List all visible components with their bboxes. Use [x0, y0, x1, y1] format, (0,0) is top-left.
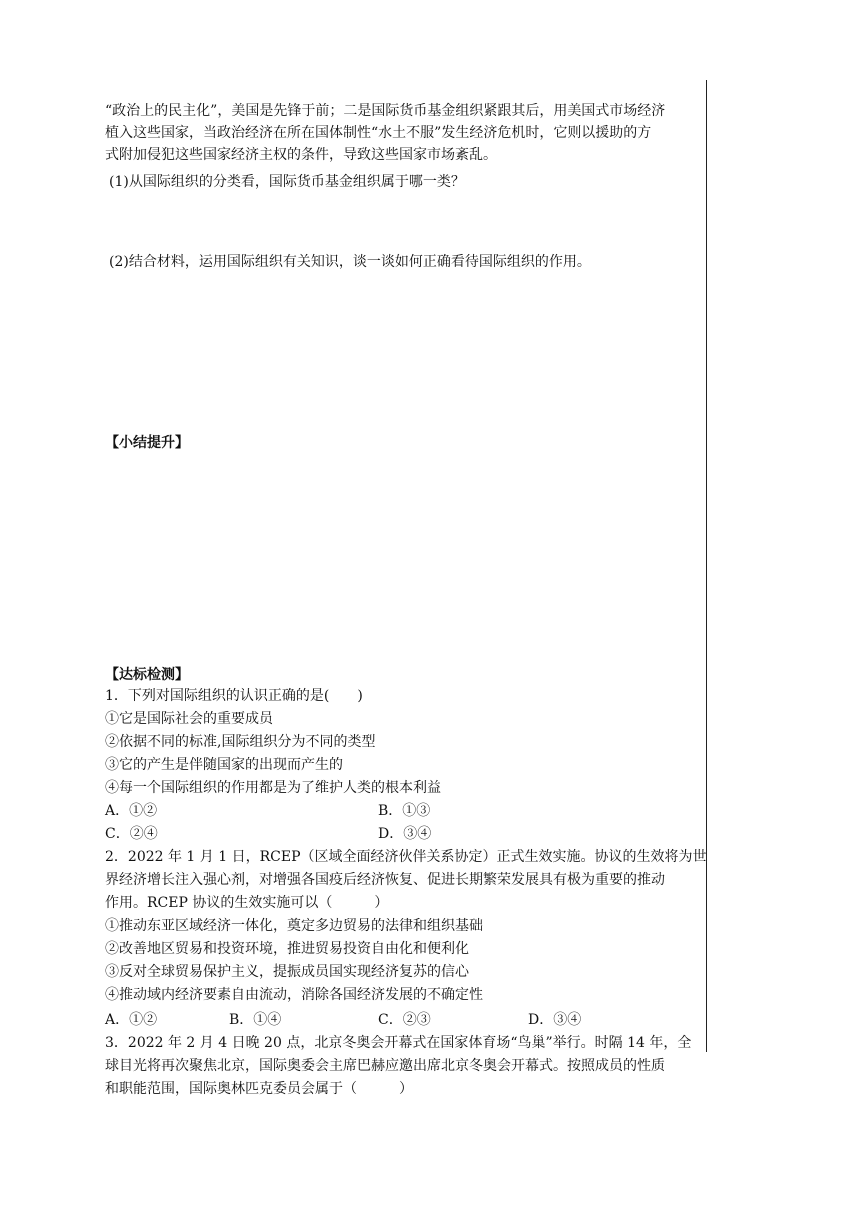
test-q2-stem: 作用。RCEP 协议的生效实施可以（ ） — [105, 895, 389, 911]
test-q3-stem: 3．2022 年 2 月 4 日晚 20 点，北京冬奥会开幕式在国家体育场“鸟巢”举行。时隔 14 年，全 — [105, 1035, 692, 1051]
test-q1-item: ④每一个国际组织的作用都是为了维护人类的根本利益 — [105, 780, 441, 796]
question-2: (2)结合材料，运用国际组织有关知识，谈一谈如何正确看待国际组织的作用。 — [109, 254, 591, 270]
test-q1-item: ①它是国际社会的重要成员 — [105, 711, 273, 727]
test-q1-option-c: C．②④ — [105, 826, 158, 842]
test-q2-option-b: B．①④ — [229, 1012, 282, 1028]
material-line: 式附加侵犯这些国家经济主权的条件，导致这些国家市场紊乱。 — [105, 147, 497, 163]
test-q2-option-c: C．②③ — [378, 1012, 431, 1028]
test-q1-item: ③它的产生是伴随国家的出现而产生的 — [105, 757, 343, 773]
test-q2-item: ①推动东亚区域经济一体化，奠定多边贸易的法律和组织基础 — [105, 918, 483, 934]
test-q2-item: ④推动域内经济要素自由流动，消除各国经济发展的不确定性 — [105, 987, 483, 1003]
material-line: 植入这些国家，当政治经济在所在国体制性“水土不服”发生经济危机时，它则以援助的方 — [105, 125, 652, 141]
test-q1-item: ②依据不同的标准,国际组织分为不同的类型 — [105, 734, 376, 750]
test-q2-stem: 界经济增长注入强心剂，对增强各国疫后经济恢复、促进长期繁荣发展具有极为重要的推动 — [105, 872, 665, 888]
test-q1-option-d: D．③④ — [378, 826, 432, 842]
material-line: “政治上的民主化”，美国是先锋于前；二是国际货币基金组织紧跟其后，用美国式市场经济 — [105, 103, 666, 119]
test-q3-stem: 和职能范围，国际奥林匹克委员会属于（ ） — [105, 1081, 413, 1097]
test-heading: 【达标检测】 — [105, 667, 189, 683]
margin-rule — [706, 80, 707, 1052]
test-q1-stem: 1．下列对国际组织的认识正确的是( ) — [105, 688, 363, 704]
test-q2-stem: 2．2022 年 1 月 1 日，RCEP（区域全面经济伙伴关系协定）正式生效实施。协议的生效将为世 — [105, 849, 707, 865]
question-1: (1)从国际组织的分类看，国际货币基金组织属于哪一类？ — [109, 174, 465, 190]
test-q3-stem: 球目光将再次聚焦北京，国际奥委会主席巴赫应邀出席北京冬奥会开幕式。按照成员的性质 — [105, 1058, 665, 1074]
test-q2-option-a: A．①② — [105, 1012, 158, 1028]
summary-heading: 【小结提升】 — [105, 435, 189, 451]
test-q1-option-b: B．①③ — [378, 803, 431, 819]
test-q2-option-d: D．③④ — [528, 1012, 582, 1028]
test-q2-item: ②改善地区贸易和投资环境，推进贸易投资自由化和便利化 — [105, 941, 469, 957]
test-q1-option-a: A．①② — [105, 803, 158, 819]
test-q2-item: ③反对全球贸易保护主义，提振成员国实现经济复苏的信心 — [105, 964, 469, 980]
